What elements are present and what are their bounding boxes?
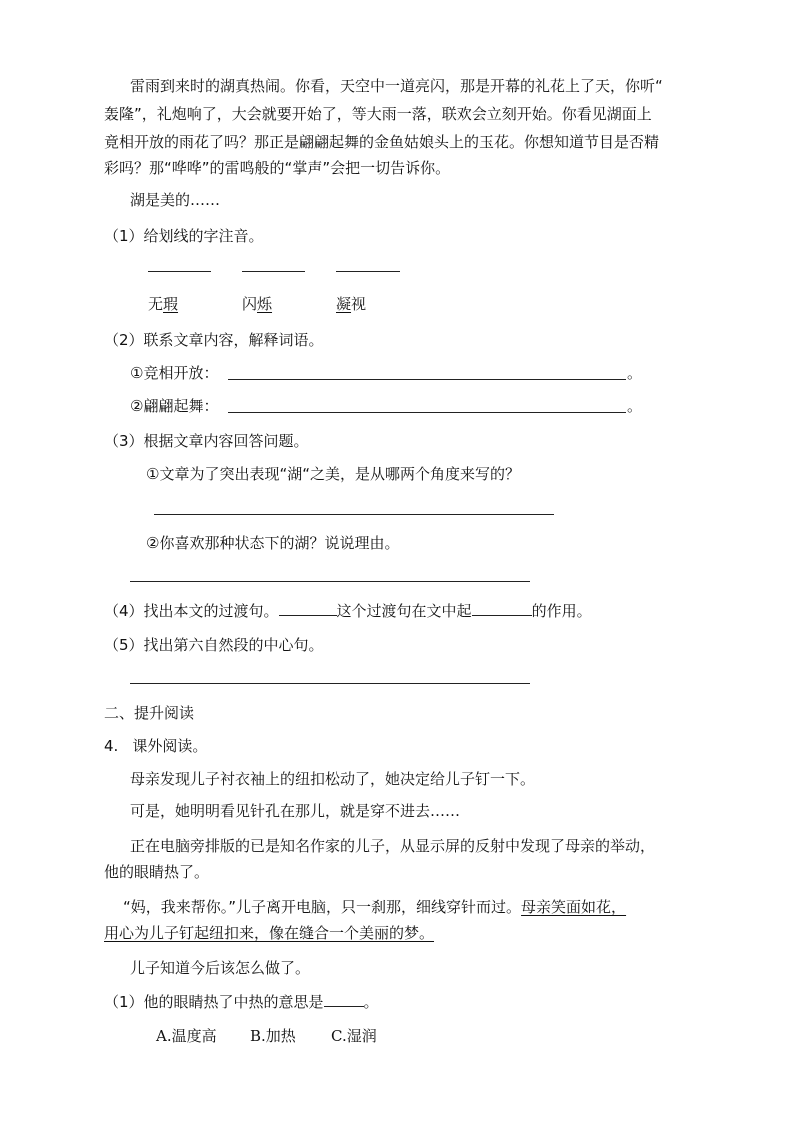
reading-4-number: 4. xyxy=(104,737,119,755)
question-5-answer-line[interactable] xyxy=(130,683,530,684)
reading-4-title: 课外阅读。 xyxy=(132,737,208,755)
term-2-answer-line[interactable] xyxy=(228,412,626,413)
question-3-sub-1-answer-line[interactable] xyxy=(154,514,554,515)
reading-4-paragraph-1: 母亲发现儿子衬衣袖上的纽扣松动了，她决定给儿子钉一下。 xyxy=(130,770,536,788)
section-2-title: 二、提升阅读 xyxy=(104,704,195,722)
word-1 xyxy=(148,294,178,314)
reading-4-paragraph-4-line-1 xyxy=(123,897,626,917)
reading-4-paragraph-3-line-2: 他的眼睛热了。 xyxy=(104,863,210,881)
term-2-label: ②翩翩起舞： xyxy=(130,397,219,415)
pinyin-blank-1[interactable] xyxy=(148,271,211,272)
word-2 xyxy=(242,294,272,314)
reading-4-paragraph-2: 可是，她明明看见针孔在那儿，就是穿不进去…… xyxy=(130,802,461,820)
question-4-text-1: （4）找出本文的过渡句。 xyxy=(104,602,279,620)
reading-4-paragraph-4-underlined-2: 用心为儿子钉起纽扣来，像在缝合一个美丽的梦。 xyxy=(104,924,435,942)
passage-line-2: 轰隆”，礼炮响了，大会就要开始了，等大雨一落，联欢会立刻开始。你看见湖面上 xyxy=(104,105,652,123)
term-1-answer-line[interactable] xyxy=(228,379,626,380)
reading-4-question-1-period: 。 xyxy=(363,993,379,1011)
reading-4-paragraph-4-line-2 xyxy=(104,923,434,943)
pinyin-blank-2[interactable] xyxy=(242,271,305,272)
passage-line-1: 雷雨到来时的湖真热闹。你看，天空中一道亮闪，那是开幕的礼花上了天，你听“ xyxy=(130,77,663,95)
term-1-period: 。 xyxy=(627,364,643,382)
option-b[interactable]: B.加热 xyxy=(250,1027,296,1045)
question-3-sub-2-answer-line[interactable] xyxy=(130,581,530,582)
question-3-sub-1: ①文章为了突出表现“湖“之美，是从哪两个角度来写的？ xyxy=(146,465,520,483)
question-4-blank-1[interactable] xyxy=(279,601,337,616)
question-5-label: （5）找出第六自然段的中心句。 xyxy=(104,636,324,654)
passage-line-3: 竟相开放的雨花了吗？那正是翩翩起舞的金鱼姑娘头上的玉花。你想知道节目是否精 xyxy=(104,133,660,151)
word-2-underlined: 烁 xyxy=(257,295,273,313)
word-3-underlined: 凝 xyxy=(336,295,352,313)
reading-4-question-1-blank[interactable] xyxy=(324,992,364,1007)
question-2-label: （2）联系文章内容，解释词语。 xyxy=(104,331,324,349)
question-4 xyxy=(104,601,592,621)
word-3 xyxy=(336,294,366,314)
word-1-plain: 无 xyxy=(148,295,164,313)
reading-4-paragraph-3-line-1: 正在电脑旁排版的已是知名作家的儿子，从显示屏的反射中发现了母亲的举动， xyxy=(130,837,656,855)
option-a[interactable]: A.温度高 xyxy=(156,1027,217,1045)
question-4-text-2: 这个过渡句在文中起 xyxy=(336,602,472,620)
question-3-label: （3）根据文章内容回答问题。 xyxy=(104,432,309,450)
reading-4-question-1 xyxy=(104,992,379,1012)
pinyin-blank-3[interactable] xyxy=(336,271,400,272)
question-4-text-3: 的作用。 xyxy=(531,602,592,620)
passage-closing: 湖是美的…… xyxy=(130,191,221,209)
option-c[interactable]: C.湿润 xyxy=(331,1027,377,1045)
reading-4-paragraph-4-plain: “妈，我来帮你。”儿子离开电脑，只一刹那，细线穿针而过。 xyxy=(123,898,522,916)
reading-4-paragraph-4-underlined-1: 母亲笑面如花， xyxy=(521,898,627,916)
passage-line-4: 彩吗？那“哗哗”的雷鸣般的“掌声”会把一切告诉你。 xyxy=(104,159,451,177)
question-4-blank-2[interactable] xyxy=(472,601,532,616)
question-1-label: （1）给划线的字注音。 xyxy=(104,227,264,245)
word-3-plain: 视 xyxy=(351,295,367,313)
word-2-plain: 闪 xyxy=(242,295,258,313)
reading-4-question-1-label: （1）他的眼睛热了中热的意思是 xyxy=(104,993,324,1011)
term-1-label: ①竞相开放： xyxy=(130,364,219,382)
term-2-period: 。 xyxy=(627,397,643,415)
reading-4-heading xyxy=(104,736,207,756)
word-1-underlined: 瑕 xyxy=(163,295,179,313)
reading-4-paragraph-5: 儿子知道今后该怎么做了。 xyxy=(130,959,311,977)
question-3-sub-2: ②你喜欢那种状态下的湖？说说理由。 xyxy=(146,534,400,552)
